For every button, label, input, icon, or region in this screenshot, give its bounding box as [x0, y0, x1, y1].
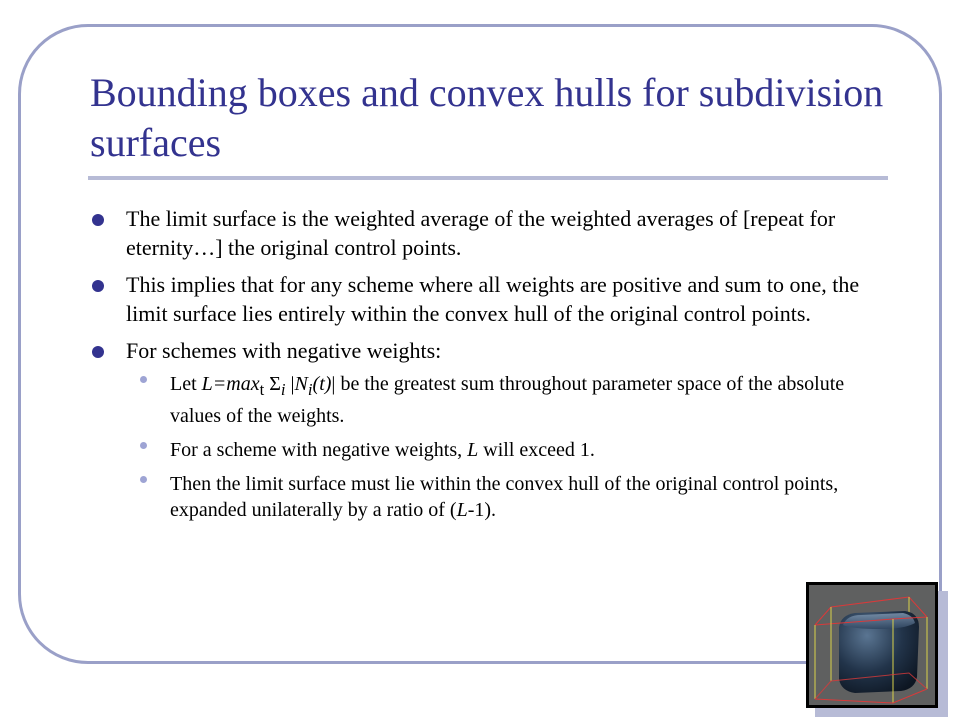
- math-abs-open: |: [285, 373, 295, 395]
- bullet-dot-icon: [92, 214, 104, 226]
- math-L: L: [201, 373, 213, 395]
- sub-bullet-3: [92, 471, 892, 523]
- text-run: -1).: [467, 499, 497, 521]
- sub-bullet-1: [92, 371, 892, 429]
- bullet-dot-icon: [92, 280, 104, 292]
- sub-bullet-dot-icon: [140, 442, 147, 449]
- sub-bullet-dot-icon: [140, 376, 147, 383]
- sub-bullet-dot-icon: [140, 476, 147, 483]
- bullet-1-text: The limit surface is the weighted average of the weighted averages of [repeat for eternity…] the original control points.: [126, 206, 836, 260]
- math-sub-t: t: [259, 380, 265, 399]
- text-run: be the greatest sum throughout parameter space of the absolute values of the weights.: [170, 373, 845, 427]
- bullet-2-text: This implies that for any scheme where all weights are positive and sum to one, the limit surface lies entirely within the convex hull of the original control points.: [126, 272, 860, 326]
- text-run: Then the limit surface must lie within the convex hull of the original control points, expanded unilaterally by a ratio of (: [170, 473, 839, 521]
- math-L: L: [467, 439, 479, 461]
- text-run: will exceed 1.: [478, 439, 595, 461]
- math-sub-i: i: [280, 380, 286, 399]
- slide-content: [92, 204, 892, 531]
- bullet-3: [92, 336, 892, 365]
- math-L: L: [456, 499, 468, 521]
- bullet-3-text: For schemes with negative weights:: [126, 338, 442, 363]
- text-run: For a scheme with negative weights,: [170, 439, 468, 461]
- bullet-dot-icon: [92, 346, 104, 358]
- sub-bullet-2-text: [170, 439, 595, 461]
- bullet-2: [92, 270, 892, 328]
- sub-bullet-3-text: [170, 473, 838, 521]
- rounded-cube-illustration: [809, 585, 935, 705]
- math-max: =max: [212, 373, 260, 395]
- math-abs-close: |: [331, 373, 336, 395]
- math-sub-n: i: [307, 380, 313, 399]
- slide-title: Bounding boxes and convex hulls for subdivision surfaces: [90, 70, 884, 165]
- math-N: N: [294, 373, 308, 395]
- sub-bullet-2: [92, 437, 892, 463]
- sub-bullet-1-text: [170, 373, 844, 427]
- text-run: Let: [170, 373, 202, 395]
- math-t-arg: (t): [312, 373, 332, 395]
- cube-render-thumbnail: [806, 582, 938, 708]
- math-sigma: Σ: [264, 373, 281, 395]
- title-divider: [88, 176, 888, 180]
- bullet-1: [92, 204, 892, 262]
